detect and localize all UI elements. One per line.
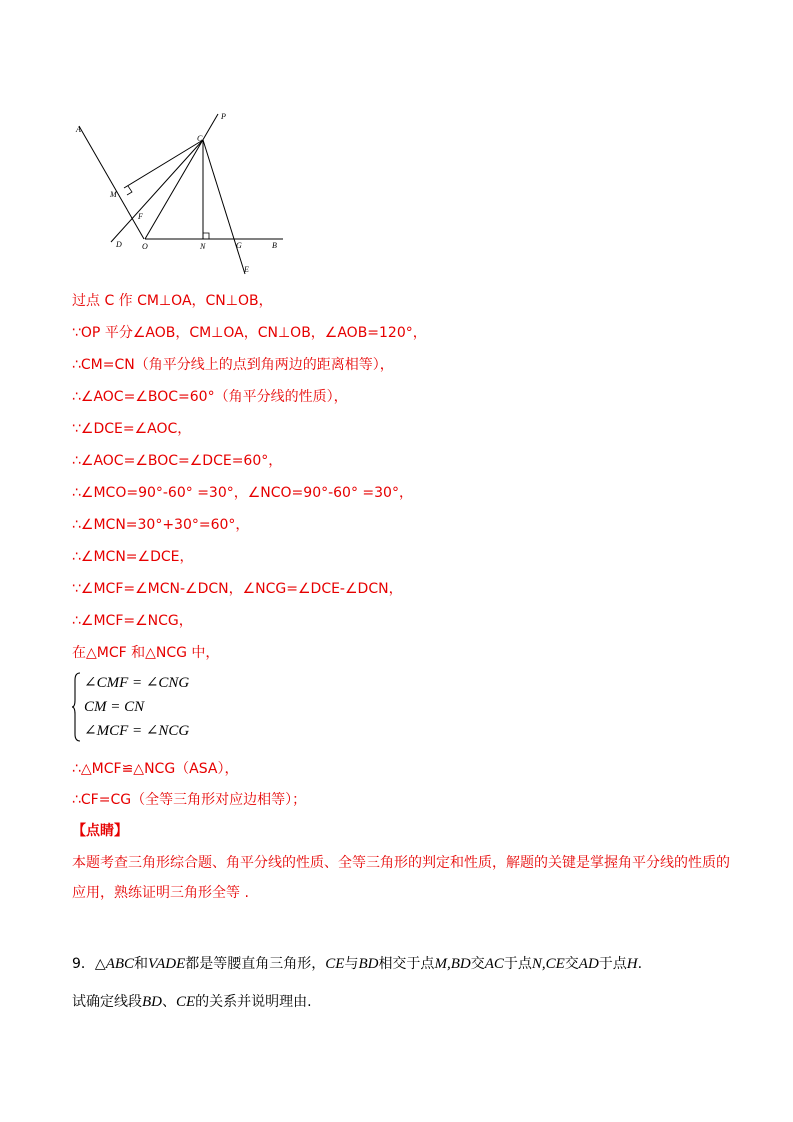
- label-d: D: [116, 240, 122, 249]
- label-b: B: [272, 241, 277, 250]
- line-oa: [79, 126, 144, 239]
- solution-line: ∴∠AOC=∠BOC=∠DCE=60°，: [72, 453, 283, 469]
- question-number: 9．: [72, 956, 95, 972]
- conclusion-line: ∴CF=CG（全等三角形对应边相等）；: [72, 792, 307, 808]
- geometry-figure: [68, 102, 292, 278]
- conclusion-line: ∴△MCF≌△NCG（ASA），: [72, 761, 239, 777]
- right-angle-n: [203, 233, 209, 239]
- label-c: C: [197, 134, 203, 143]
- line-ce: [203, 140, 245, 274]
- solution-line: ∴∠MCN=∠DCE，: [72, 549, 194, 565]
- equation-row: ∠MCF = ∠NCG: [84, 723, 190, 739]
- label-p: P: [221, 112, 226, 121]
- comment-title: 【点睛】: [72, 823, 128, 839]
- angle-bisector-diagram: [68, 102, 292, 278]
- solution-line: 过点 C 作 CM⊥OA，CN⊥OB，: [72, 293, 273, 309]
- question-line-2: 试确定线段BD、CE的关系并说明理由.: [72, 994, 312, 1010]
- label-m: M: [110, 190, 117, 199]
- line-op: [145, 114, 218, 239]
- equation-system: [72, 670, 202, 746]
- comment-text: 本题考查三角形综合题、角平分线的性质、全等三角形的判定和性质，解题的关键是掌握角平分线的性质的应用，熟练证明三角形全等 .: [72, 855, 730, 901]
- solution-line: ∵∠DCE=∠AOC，: [72, 421, 192, 437]
- right-angle-m: [127, 186, 132, 195]
- line-cd: [111, 140, 203, 242]
- solution-line: ∴∠MCN=30°+30°=60°，: [72, 517, 250, 533]
- label-o: O: [142, 242, 148, 251]
- label-e: E: [244, 265, 249, 274]
- solution-line: ∵OP 平分∠AOB，CM⊥OA，CN⊥OB，∠AOB=120°，: [72, 325, 427, 341]
- label-f: F: [138, 212, 143, 221]
- segment-cm: [124, 140, 203, 188]
- label-a: A: [76, 125, 81, 134]
- solution-line: ∴CM=CN（角平分线上的点到角两边的距离相等），: [72, 357, 394, 373]
- solution-line: ∴∠MCO=90°-60° =30°，∠NCO=90°-60° =30°，: [72, 485, 413, 501]
- equation-row: CM = CN: [84, 699, 145, 715]
- solution-line: ∴∠MCF=∠NCG，: [72, 613, 193, 629]
- solution-line: ∵∠MCF=∠MCN-∠DCN，∠NCG=∠DCE-∠DCN，: [72, 581, 403, 597]
- left-brace: [72, 672, 82, 742]
- solution-line: 在△MCF 和△NCG 中，: [72, 645, 220, 661]
- solution-line: ∴∠AOC=∠BOC=60°（角平分线的性质），: [72, 389, 348, 405]
- label-g: G: [236, 241, 242, 250]
- equation-row: ∠CMF = ∠CNG: [84, 675, 190, 691]
- label-n: N: [200, 242, 206, 251]
- question-line-1: 9．△ABC和VADE都是等腰直角三角形，CE与BD相交于点M,BD交AC于点N,CE交AD于点H.: [72, 956, 643, 972]
